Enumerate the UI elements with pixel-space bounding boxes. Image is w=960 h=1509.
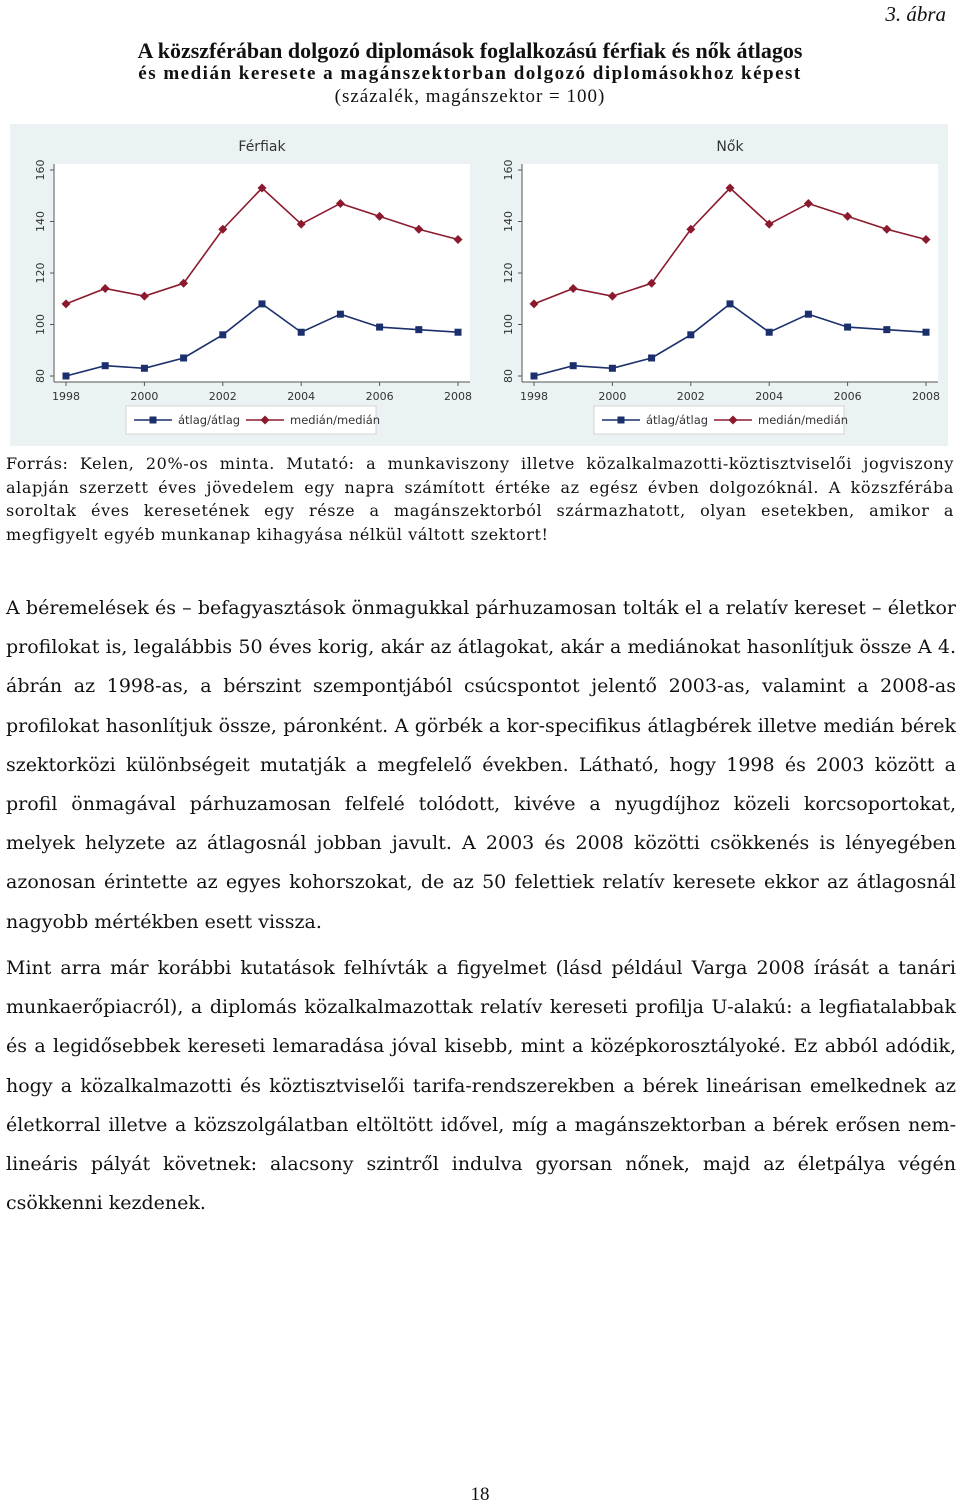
- x-tick-label: 2004: [755, 390, 784, 403]
- point-atlag: [648, 354, 655, 361]
- x-tick-label: 1998: [520, 390, 548, 403]
- point-atlag: [376, 324, 383, 331]
- x-tick-label: 2000: [130, 390, 159, 403]
- point-atlag: [259, 300, 266, 307]
- y-tick-label: 140: [34, 211, 47, 232]
- point-atlag: [415, 326, 422, 333]
- y-tick-label: 120: [502, 262, 515, 284]
- figure-label: 3. ábra: [885, 2, 946, 26]
- legend-label-atlag: átlag/átlag: [646, 413, 709, 427]
- x-tick-label: 2002: [208, 390, 237, 403]
- x-tick-label: 1998: [52, 390, 80, 403]
- point-atlag: [766, 329, 773, 336]
- title-line-1: A közszférában dolgozó diplomások foglalkozású férfiak és nők átlagos: [137, 38, 803, 63]
- point-atlag: [923, 329, 930, 336]
- legend-label-median: medián/medián: [290, 413, 381, 427]
- point-atlag: [805, 311, 812, 318]
- paragraph-1: A béremelések és – befagyasztások önmagukkal párhuzamosan tolták el a relatív kereset – életkor profilokat is, legalábbis 50 éves korig, akár az átlagokat, akár a mediánokat hasonlítjuk össze A 4. ábrán az 1998-as, a bérszint szempontjából csúcspontot jelentő 2003-as, valamint a 2008-as profilokat hasonlítjuk össze, páronként. A görbék a kor-specifikus átlagbérek illetve medián bérek szektorközi különbségeit mutatják a megfelelő években. Látható, hogy 1998 és 2003 között a profil önmagával párhuzamosan felfelé tolódott, kivéve a nyugdíjhoz közeli korcsoportokat, melyek helyzete az átlagosnál jobban javult. A 2003 és 2008 közötti csökkenés is lényegében azonosan érintette az egyes kohorszokat, de az 50 felettiek relatív keresete ekkor az átlagosnál nagyobb mértékben esett vissza.: [6, 597, 956, 933]
- point-atlag: [337, 311, 344, 318]
- y-tick-label: 120: [34, 262, 47, 284]
- legend-marker-atlag: [150, 417, 157, 424]
- page-number: 18: [470, 1484, 490, 1505]
- point-atlag: [141, 365, 148, 372]
- paragraph-2: Mint arra már korábbi kutatások felhívták a figyelmet (lásd például Varga 2008 írását a tanári munkaerőpiacról), a diplomás közalkalmazottak relatív kereseti profilja U-alakú: a legfiatalabbak és a legidősebbek kereseti lemaradása jóval kisebb, mint a középkorosztályoké. Ez abból adódik, hogy a közalkalmazotti és köztisztviselői tarifa-rendszerekben a bérek lineárisan emelkednek az életkorral illetve a közszolgálatban eltöltött idővel, míg a magánszektorban a bérek erősen nem-lineáris pályát követnek: alacsony szintről indulva gyorsan nőnek, majd az életpálya végén csökkenni kezdenek.: [6, 957, 956, 1215]
- y-tick-label: 160: [34, 159, 47, 181]
- point-atlag: [455, 329, 462, 336]
- point-atlag: [180, 354, 187, 361]
- x-tick-label: 2000: [598, 390, 627, 403]
- point-atlag: [219, 331, 226, 338]
- point-atlag: [570, 362, 577, 369]
- chart-svg-ferfiak: [10, 124, 480, 446]
- chart-panel-ferfiak: [10, 124, 480, 446]
- y-tick-label: 80: [502, 369, 515, 383]
- title-line-2: és medián keresete a magánszektorban dolgozó diplomásokhoz képest: [138, 63, 802, 84]
- point-atlag: [531, 373, 538, 380]
- source-note: Forrás: Kelen, 20%-os minta. Mutató: a munkaviszony illetve közalkalmazotti-köztisztviselői jogviszony alapján szerzett éves jövedelem egy napra számított értéke az egész évben dolgozóknál. A közszférába soroltak éves keresetének egy része a magánszektorból származhatott, olyan esetekben, amikor a megfigyelt egyéb munkanap kihagyása nélkül váltott szektort!: [6, 454, 954, 544]
- figure-title: [30, 38, 910, 109]
- legend-label-median: medián/medián: [758, 413, 849, 427]
- point-atlag: [727, 300, 734, 307]
- x-tick-label: 2004: [287, 390, 316, 403]
- point-atlag: [609, 365, 616, 372]
- chart-svg-nok: [478, 124, 948, 446]
- legend-label-atlag: átlag/átlag: [178, 413, 241, 427]
- point-atlag: [102, 362, 109, 369]
- x-tick-label: 2006: [365, 390, 394, 403]
- plot-area: [54, 164, 470, 382]
- point-atlag: [844, 324, 851, 331]
- x-tick-label: 2008: [912, 390, 940, 403]
- y-tick-label: 100: [34, 314, 47, 335]
- chart-title: Nők: [716, 139, 744, 155]
- point-atlag: [63, 373, 70, 380]
- x-tick-label: 2006: [833, 390, 862, 403]
- chart-title: Férfiak: [238, 139, 286, 155]
- legend-marker-atlag: [618, 417, 625, 424]
- x-tick-label: 2008: [444, 390, 472, 403]
- y-tick-label: 80: [34, 369, 47, 383]
- x-tick-label: 2002: [676, 390, 705, 403]
- y-tick-label: 100: [502, 314, 515, 335]
- point-atlag: [298, 329, 305, 336]
- y-tick-label: 160: [502, 159, 515, 181]
- title-line-3: (százalék, magánszektor = 100): [334, 86, 606, 107]
- point-atlag: [883, 326, 890, 333]
- point-atlag: [687, 331, 694, 338]
- chart-panel-nok: [478, 124, 948, 446]
- plot-area: [522, 164, 938, 382]
- y-tick-label: 140: [502, 211, 515, 232]
